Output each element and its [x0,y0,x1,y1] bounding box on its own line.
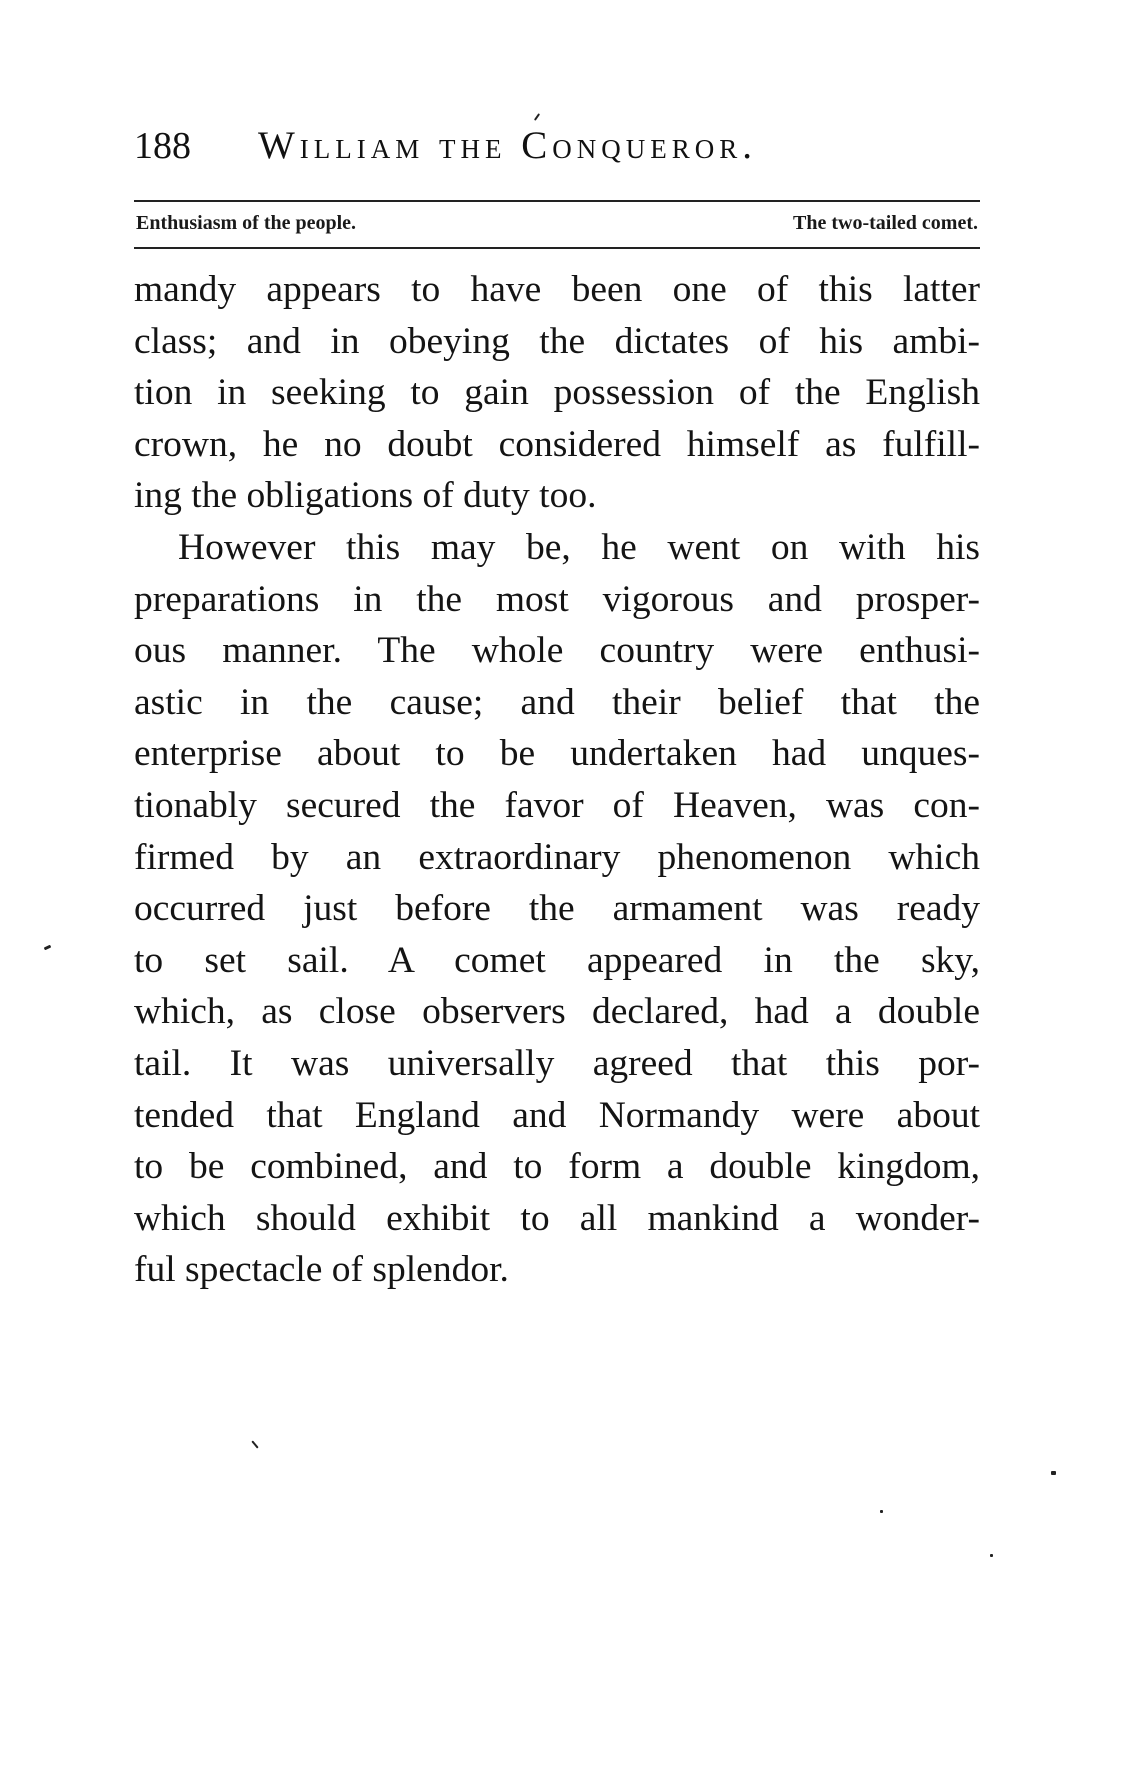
body-text [134,264,980,1296]
page-header [134,124,978,174]
text-line: which, as close observers declared, had a double [134,991,980,1033]
paragraph-1 [134,264,980,522]
scan-speck [534,113,540,121]
text-line: firmed by an extraordinary phenomenon which [134,836,980,878]
text-line: tail. It was universally agreed that this por- [134,1042,980,1084]
text-line: class; and in obeying the dictates of his ambi- [134,320,980,362]
subhead-right: The two-tailed comet. [793,212,978,234]
text-line: mandy appears to have been one of this latter [134,269,980,310]
scan-speck [1051,1471,1056,1475]
scan-speck [44,945,52,951]
running-title: William the Conqueror. [258,124,758,167]
scan-speck [880,1510,883,1513]
text-line: occurred just before the armament was ready [134,888,980,930]
scan-speck [990,1554,993,1557]
text-line: to be combined, and to form a double kingdom, [134,1146,980,1188]
text-line: preparations in the most vigorous and prosper- [134,578,980,620]
page-number: 188 [134,125,191,167]
marginal-subheads [136,208,978,240]
text-line: However this may be, he went on with his [178,526,980,568]
text-line: tion in seeking to gain possession of the English [134,372,980,414]
text-line: which should exhibit to all mankind a wonder- [134,1197,980,1239]
text-line: ing the obligations of duty too. [134,475,597,517]
text-line: ous manner. The whole country were enthusi- [134,630,980,672]
text-line: tionably secured the favor of Heaven, was con- [134,784,980,826]
header-rule-top [134,200,980,202]
text-line: tended that England and Normandy were about [134,1094,980,1136]
header-rule-bottom [134,247,980,249]
paragraph-2 [134,522,980,1296]
text-line: to set sail. A comet appeared in the sky, [134,939,980,981]
text-line: ful spectacle of splendor. [134,1249,509,1291]
text-line: astic in the cause; and their belief that the [134,681,980,723]
text-line: enterprise about to be undertaken had unques- [134,733,980,775]
scan-speck [251,1440,258,1448]
subhead-left: Enthusiasm of the people. [136,212,357,234]
text-line: crown, he no doubt considered himself as fulfill- [134,423,980,465]
